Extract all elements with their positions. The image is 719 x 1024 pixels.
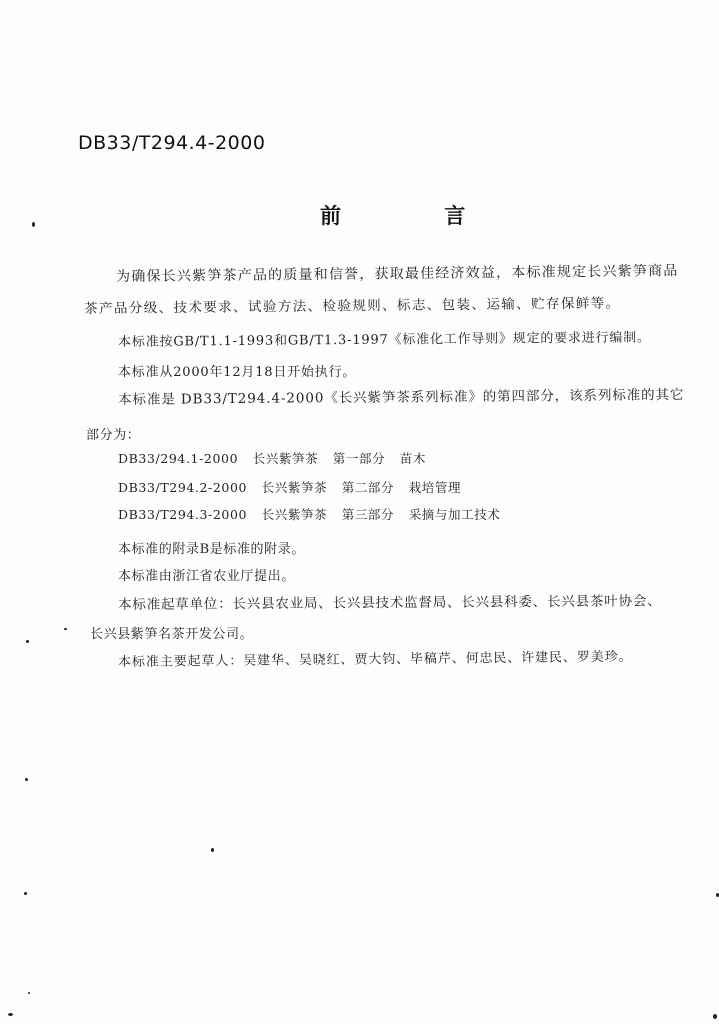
- scan-speck: [64, 628, 67, 630]
- paragraph-line: 为确保长兴紫笋茶产品的质量和信誉，获取最佳经济效益，本标准规定长兴紫笋商品: [116, 263, 679, 285]
- drafting-units-cont: 长兴县紫笋名茶开发公司。: [90, 627, 254, 642]
- paragraph-line: 本标准的附录B是标准的附录。: [118, 542, 305, 557]
- drafters: 本标准主要起草人：吴建华、吴晓红、贾大钧、毕稿芹、何忠民、许建民、罗美珍。: [118, 649, 633, 670]
- scan-speck: [26, 640, 29, 643]
- paragraph-line: 本标准由浙江省农业厅提出。: [118, 569, 295, 584]
- paragraph-line: 茶产品分级、技术要求、试验方法、检验规则、标志、包装、运输、贮存保鲜等。: [84, 295, 621, 317]
- document-code: DB33/T294.4-2000: [78, 132, 266, 154]
- series-part-3: DB33/T294.3-2000 长兴紫笋茶 第三部分 采摘与加工技术: [118, 507, 501, 522]
- scan-speck: [25, 778, 28, 781]
- paragraph-line: 本标准是 DB33/T294.4-2000《长兴紫笋茶系列标准》的第四部分，该系列标准的其它: [118, 387, 685, 408]
- scan-speck: [211, 848, 214, 852]
- scan-speck: [24, 892, 27, 895]
- scan-speck: [8, 1013, 13, 1016]
- paragraph-line: 本标准按GB/T1.1-1993和GB/T1.3-1997《标准化工作导则》规定的要求进行编制。: [118, 330, 651, 350]
- scan-speck: [28, 992, 30, 994]
- paragraph-line: 本标准从2000年12月18日开始执行。: [118, 365, 357, 380]
- scan-speck: [32, 222, 35, 227]
- page-title: 前 言: [320, 204, 514, 228]
- paragraph-line: 部分为：: [86, 428, 141, 443]
- series-part-1: DB33/294.1-2000 长兴紫笋茶 第一部分 苗木: [118, 451, 426, 466]
- series-part-2: DB33/T294.2-2000 长兴紫笋茶 第二部分 栽培管理: [118, 480, 462, 495]
- scan-speck: [713, 1014, 717, 1019]
- drafting-units: 本标准起草单位：长兴县农业局、长兴县技术监督局、长兴县科委、长兴县茶叶协会、: [118, 593, 662, 613]
